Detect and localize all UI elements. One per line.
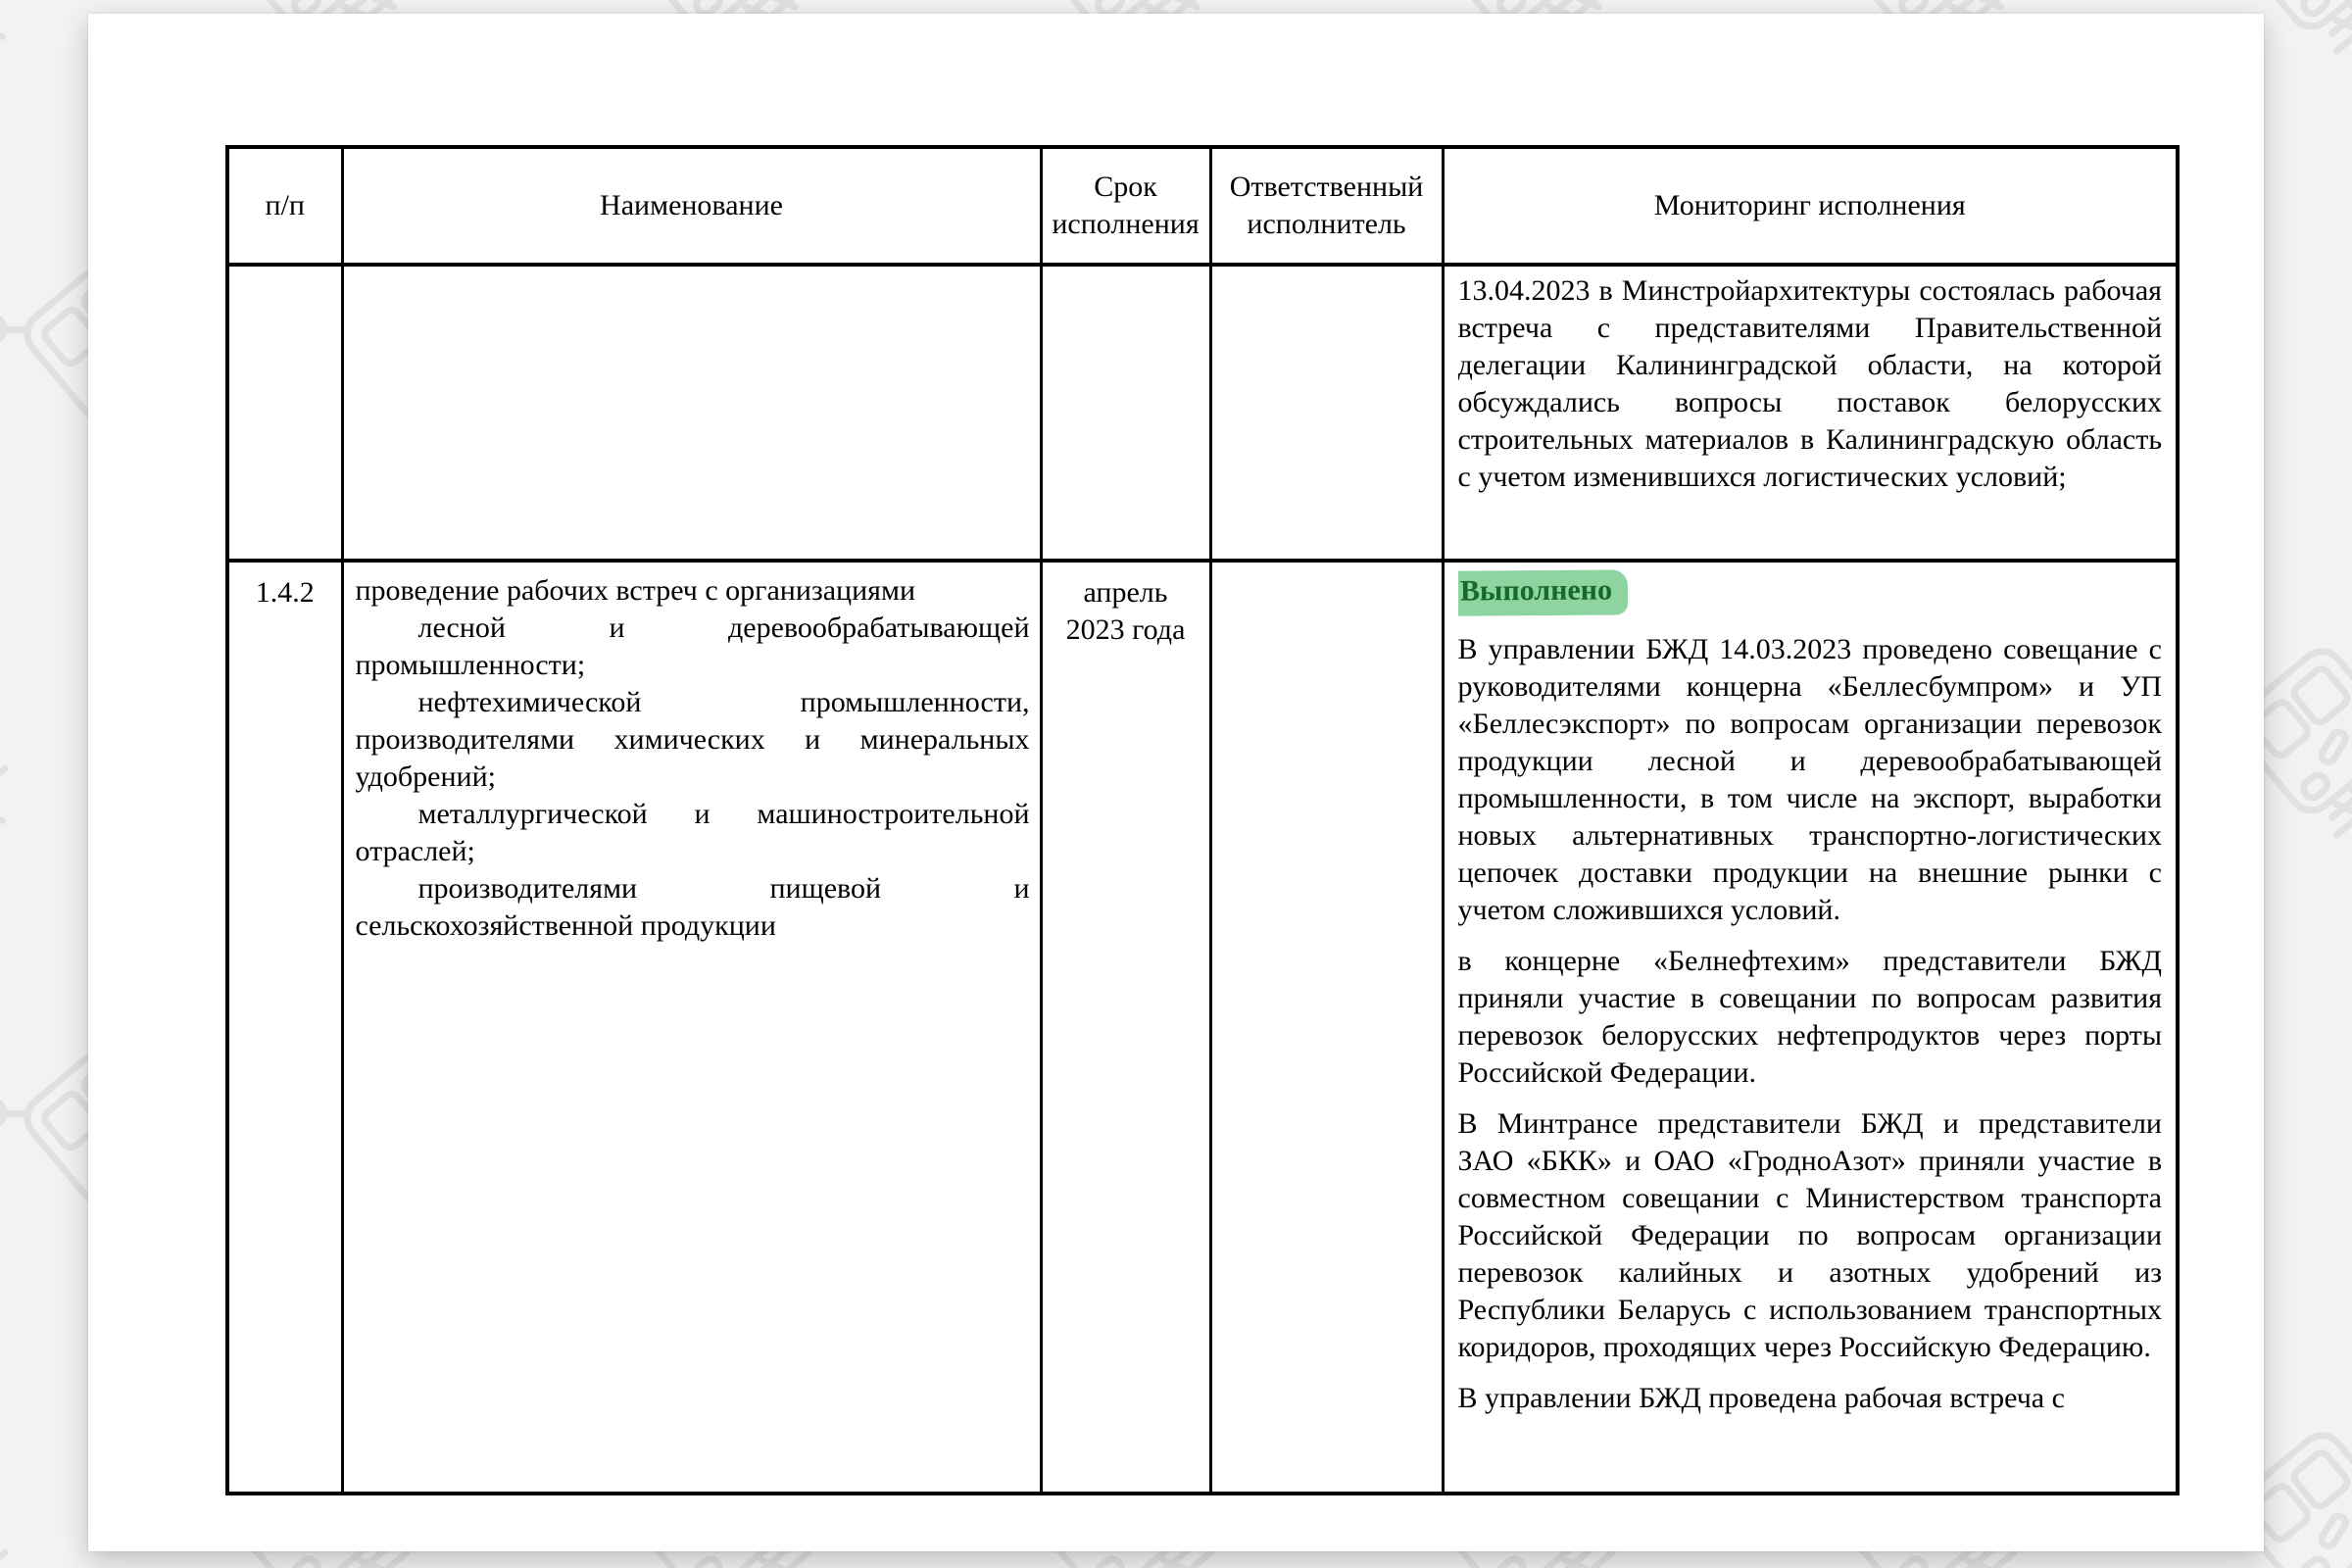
cell-term [1041, 265, 1210, 561]
train-doodle-icon [0, 593, 75, 906]
term-line1: апрель [1083, 576, 1168, 609]
task-intro: проведение рабочих встреч с организациями [355, 574, 916, 607]
train-doodle-icon [0, 1377, 75, 1568]
monitoring-paragraph: 13.04.2023 в Минстройархитектуры состоялась рабочая встреча с представителями Правительственной делегации Калининградской области, на которой обсуждались вопросы поставок белорусских строительных материалов в Калининградскую область с учетом изменившихся логистических условий; [1457, 274, 2162, 493]
paper-sheet [88, 14, 2264, 1551]
monitoring-paragraph: В управлении БЖД проведена рабочая встреча с [1457, 1382, 2065, 1414]
table-row-continuation [227, 265, 2178, 561]
cell-name [342, 561, 1041, 1494]
cell-executor [1210, 561, 1443, 1494]
task-item: производителями пищевой и сельскохозяйственной продукции [355, 872, 1030, 942]
status-badge-done: Выполнено [1458, 569, 1628, 615]
cell-monitoring [1443, 265, 2178, 561]
task-item: лесной и деревообрабатывающей промышленности; [355, 612, 1030, 681]
header-name: Наименование [342, 147, 1041, 265]
cell-num: 1.4.2 [227, 561, 342, 1494]
task-item: нефтехимической промышленности, производителями химических и минеральных удобрений; [355, 686, 1030, 793]
cell-name [342, 265, 1041, 561]
header-monitoring: Мониторинг исполнения [1443, 147, 2178, 265]
header-executor: Ответственный исполнитель [1210, 147, 1443, 265]
monitoring-paragraph: в концерне «Белнефтехим» представители БЖД приняли участие в совещании по вопросам развития перевозок белорусских нефтепродуктов через порты Российской Федерации. [1457, 945, 2162, 1089]
header-num: п/п [227, 147, 342, 265]
table-row-1-4-2 [227, 561, 2178, 1494]
monitoring-table [225, 145, 2180, 1495]
train-doodle-icon [0, 0, 75, 122]
cell-executor [1210, 265, 1443, 561]
monitoring-paragraph: В Минтрансе представители БЖД и представители ЗАО «БКК» и ОАО «ГродноАзот» приняли участие в совместном совещании с Министерством транспорта Российской Федерации по вопросам организации перевозок калийных и азотных удобрений из Республики Беларусь с использованием транспортных коридоров, проходящих через Российскую Федерацию. [1457, 1107, 2162, 1363]
table-header-row [227, 147, 2178, 265]
cell-term [1041, 561, 1210, 1494]
header-term: Срок исполнения [1041, 147, 1210, 265]
cell-monitoring [1443, 561, 2178, 1494]
term-line2: 2023 года [1065, 613, 1186, 646]
monitoring-paragraph: В управлении БЖД 14.03.2023 проведено совещание с руководителями концерна «Беллесбумпром» и УП «Беллесэкспорт» по вопросам организации перевозок продукции лесной и деревообрабатывающей промышленности, в том числе на экспорт, выработки новых альтернативных транспортно-логистических цепочек доставки продукции на внешние рынки с учетом сложившихся условий. [1457, 633, 2162, 926]
cell-num [227, 265, 342, 561]
task-item: металлургической и машиностроительной отраслей; [355, 798, 1030, 867]
